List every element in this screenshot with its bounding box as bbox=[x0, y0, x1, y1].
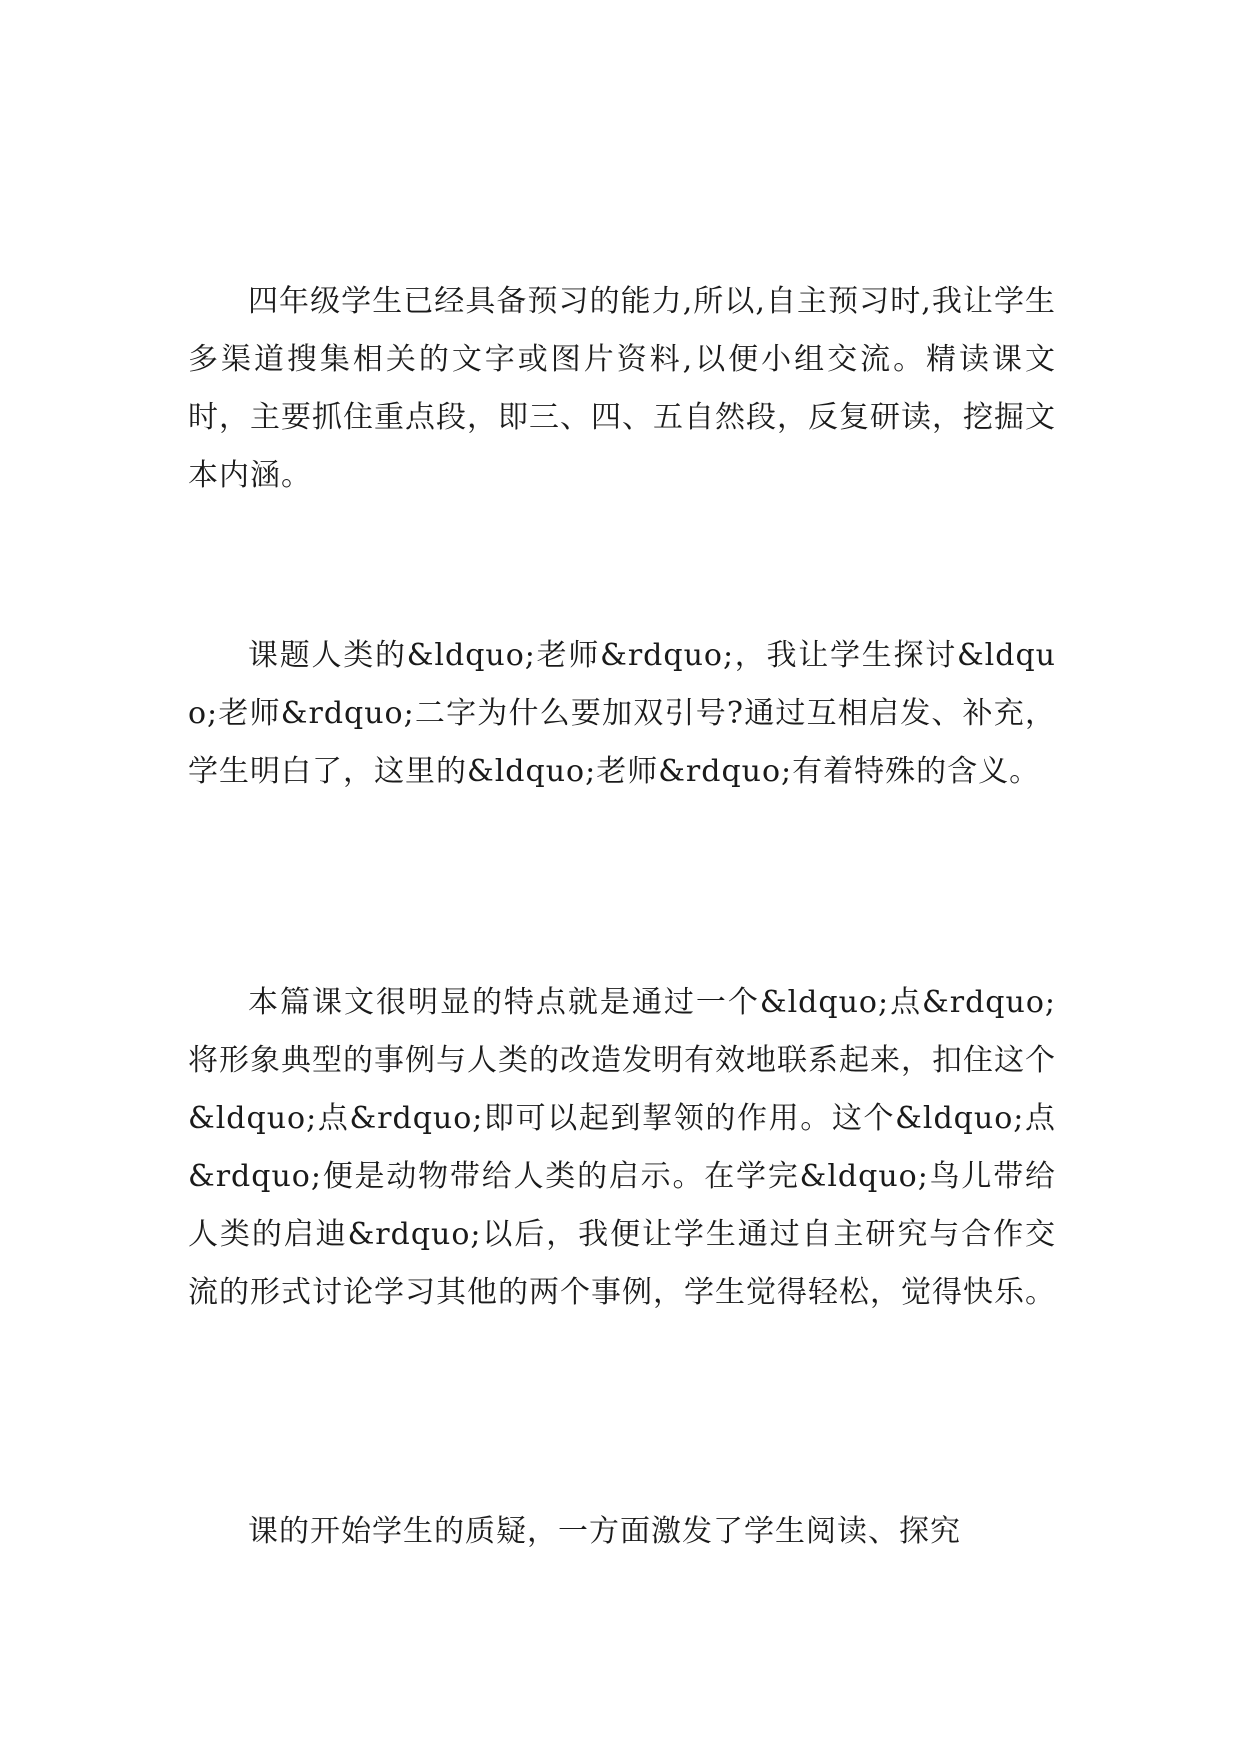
paragraph-title-discussion: 课题人类的&ldquo;老师&rdquo;，我让学生探讨&ldquo;老师&rdquo;二字为什么要加双引号?通过互相启发、补充，学生明白了，这里的&ldquo;老师&rdquo;有着特殊的含义。 bbox=[188, 638, 1056, 789]
paragraph-lesson-feature: 本篇课文很明显的特点就是通过一个&ldquo;点&rdquo;将形象典型的事例与人类的改造发明有效地联系起来，扣住这个&ldquo;点&rdquo;即可以起到挈领的作用。这个&ldquo;点&rdquo;便是动物带给人类的启示。在学完&ldquo;鸟儿带给人类的启迪&rdquo;以后，我便让学生通过自主研究与合作交流的形式讨论学习其他的两个事例，学生觉得轻松，觉得快乐。 bbox=[188, 985, 1056, 1310]
paragraph-preview-study: 四年级学生已经具备预习的能力,所以,自主预习时,我让学生多渠道搜集相关的文字或图片资料,以便小组交流。精读课文时，主要抓住重点段，即三、四、五自然段，反复研读，挖掘文本内涵。 bbox=[188, 284, 1056, 493]
paragraph-lesson-opening: 课的开始学生的质疑，一方面激发了学生阅读、探究 bbox=[248, 1514, 961, 1549]
